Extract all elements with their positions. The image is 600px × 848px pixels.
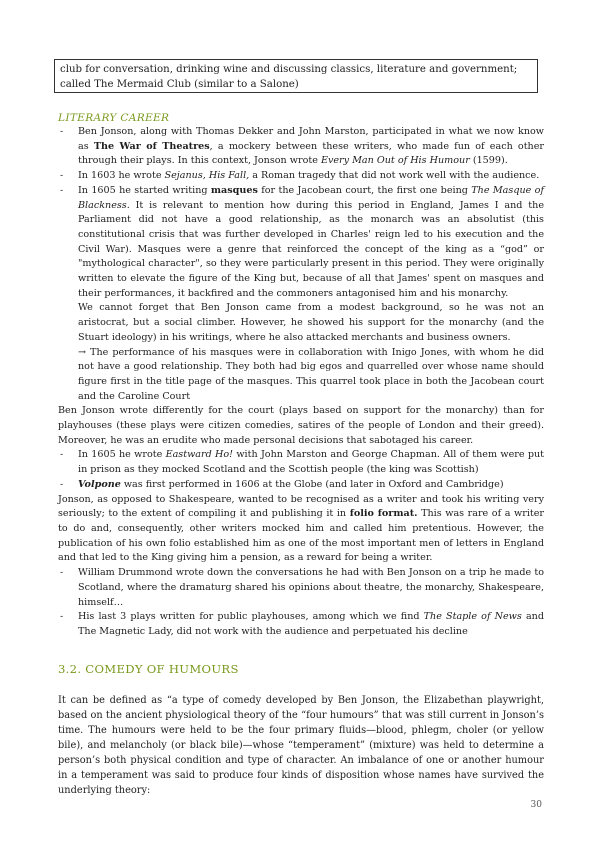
bullet-dash: -	[60, 126, 64, 137]
list-item-text: In 1605 he started writing masques for the Jacobean court, the first one being The Masque of Blackness. It is relevant to mention how during this period in England, James I and the Parliament did not have a good relationship, as the monarch was an absolutist (this constitutional crisis that was further developed in Charles' reign led to his execution and the Civil War). Masques were a genre that reinforced the concept of the king as a “god” or "mythological character", so they were particularly present in this period. They were originally written to elevate the figure of the King but, because of all that James' spent on masques and their performances, it backfired and the commoners antagonised him and his monarchy.	[78, 184, 545, 299]
indented-paragraph: → The performance of his masques were in collaboration with Inigo Jones, with whom he did not have a good relationship. They both had big egos and quarrelled over whose name should figure first in the title page of the masques. This quarrel took place in both the Jacobean court and the Caroline Court	[78, 346, 544, 402]
body-paragraph: Ben Jonson wrote differently for the court (plays based on support for the monarchy) than for playhouses (these plays were citizen comedies, satires of the people of London and their greed). Moreover, he was an erudite who made personal decisions that sabotaged his career.	[58, 405, 544, 446]
page-number: 30	[530, 800, 542, 810]
bullet-dash: -	[60, 170, 64, 182]
body-paragraph: Jonson, as opposed to Shakespeare, wanted to be recognised as a writer and took his writing very seriously; to the extent of compiling it and publishing it in folio format. This was rare of a writer to do and, consequently, other writers mocked him and called him pretentious. However, the publication of his own folio established him as one of the most important men of letters in England and that led to the King giving him a pension, as a reward for being a writer.	[58, 493, 544, 564]
bullet-dash: -	[60, 611, 64, 623]
bullet-dash: -	[60, 478, 64, 490]
bullet-dash: -	[60, 184, 64, 196]
list-item-text: In 1605 he wrote Eastward Ho! with John Marston and George Chapman. All of them were put in prison as they mocked Scotland and the Scottish people (the king was Scottish)	[78, 449, 545, 476]
bullet-dash: -	[60, 449, 64, 461]
boxed-note: club for conversation, drinking wine and discussing classics, literature and government; called The Mermaid Club (similar to a Salone)	[54, 59, 538, 93]
list-item	[58, 169, 544, 184]
section-label-literary-career: LITERARY CAREER	[58, 112, 170, 124]
list-item	[58, 448, 544, 477]
indented-paragraph: We cannot forget that Ben Jonson came from a modest background, so he was not an aristocrat, but a social climber. However, he showed his support for the monarchy (and the Stuart ideology) in his writings, where he also attacked merchants and business owners.	[78, 302, 544, 343]
list-item-text: Ben Jonson, along with Thomas Dekker and John Marston, participated in what we now know as The War of Theatres, a mockery between these writers, who made fun of each other through their plays. In this context, Jonson wrote Every Man Out of His Humour (1599).	[78, 126, 545, 167]
bullet-dash: -	[60, 567, 64, 579]
list-item-text: William Drummond wrote down the conversations he had with Ben Jonson on a trip he made to Scotland, where the dramaturg shared his opinions about theatre, the monarchy, Shakespeare, himself…	[78, 567, 544, 608]
section-heading-comedy-of-humours: 3.2. COMEDY OF HUMOURS	[58, 662, 239, 676]
list-item	[58, 478, 544, 493]
list-item	[58, 184, 544, 302]
list-item	[58, 125, 544, 169]
list-item	[58, 610, 544, 639]
list-item	[58, 566, 544, 610]
list-item-text: His last 3 plays written for public playhouses, among which we find The Staple of News and The Magnetic Lady, did not work with the audience and perpetuated his decline	[78, 611, 544, 637]
list-item-text: In 1603 he wrote Sejanus, His Fall, a Roman tragedy that did not work well with the audience.	[78, 170, 540, 182]
literary-career-content	[58, 125, 544, 640]
list-item-text: Volpone was first performed in 1606 at the Globe (and later in Oxford and Cambridge)	[78, 478, 504, 490]
humours-paragraph: It can be defined as “a type of comedy developed by Ben Jonson, the Elizabethan playwright, based on the ancient physiological theory of the “four humours” that was still current in Jonson’s time. The humours were held to be the four primary fluids—blood, phlegm, choler (or yellow bile), and melancholy (or black bile)—whose “temperament” (mixture) was held to determine a person’s both physical condition and type of character. An imbalance of one or another humour in a temperament was said to produce four kinds of disposition whose names have survived the underlying theory:	[58, 695, 544, 796]
